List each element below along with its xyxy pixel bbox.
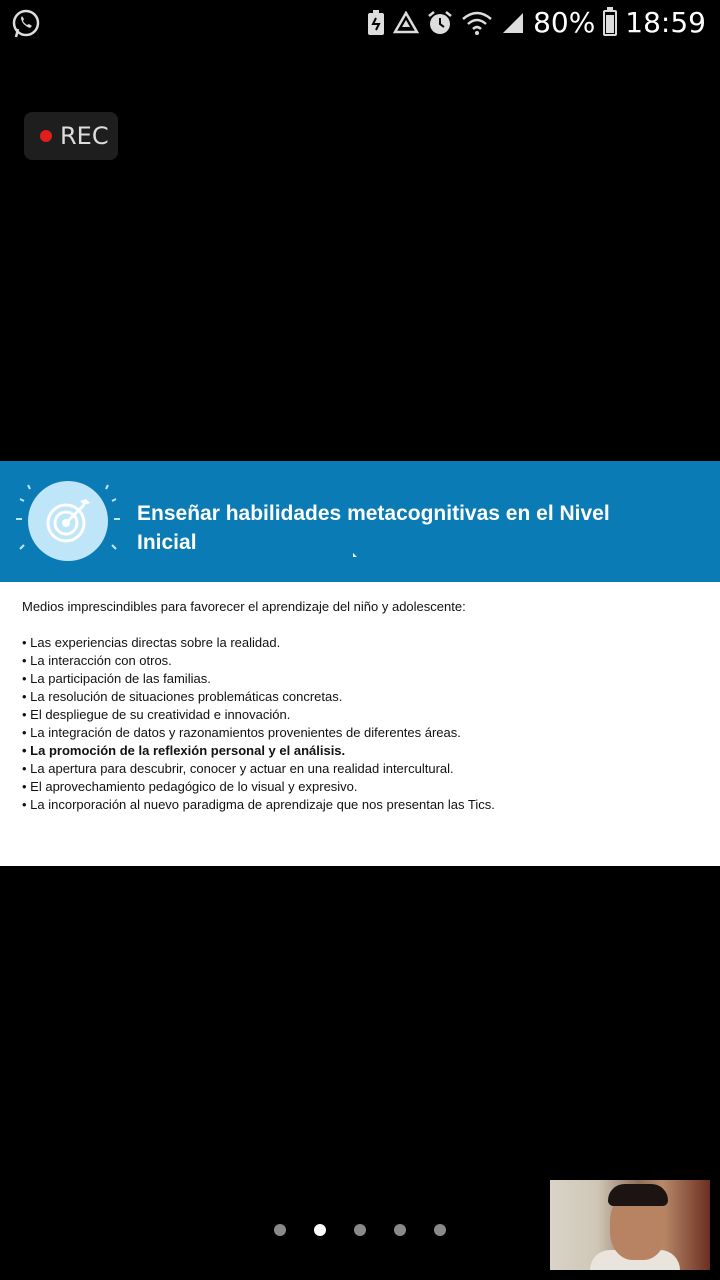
bullet-item: • La incorporación al nuevo paradigma de aprendizaje que nos presentan las Tics. [22, 797, 495, 812]
pagination-dot[interactable] [354, 1224, 366, 1236]
slide-body [0, 582, 720, 814]
pagination-dot[interactable] [314, 1224, 326, 1236]
slide-pagination [274, 1224, 446, 1236]
bullet-item: • La promoción de la reflexión personal y el análisis. [22, 743, 346, 758]
wifi-icon [461, 11, 493, 35]
bullet-item: • El despliegue de su creatividad e innovación. [22, 707, 291, 722]
battery-saver-icon [367, 10, 385, 36]
bullet-list [22, 634, 698, 814]
clock: 18:59 [625, 6, 706, 39]
record-dot-icon [40, 130, 52, 142]
pagination-dot[interactable] [274, 1224, 286, 1236]
rec-indicator[interactable] [24, 112, 118, 160]
battery-icon [603, 10, 617, 36]
status-bar [0, 0, 720, 48]
whatsapp-icon [10, 8, 42, 40]
pagination-dot[interactable] [434, 1224, 446, 1236]
bullet-item: • Las experiencias directas sobre la realidad. [22, 635, 281, 650]
battery-percent: 80% [533, 6, 596, 39]
pagination-dot[interactable] [394, 1224, 406, 1236]
pointer-cursor-icon [353, 553, 357, 557]
bullet-item: • El aprovechamiento pedagógico de lo visual y expresivo. [22, 779, 358, 794]
bullet-item: • La integración de datos y razonamientos provenientes de diferentes áreas. [22, 725, 461, 740]
bullet-item: • La resolución de situaciones problemáticas concretas. [22, 689, 343, 704]
slide-intro: Medios imprescindibles para favorecer el aprendizaje del niño y adolescente: [22, 599, 466, 614]
bullet-item: • La participación de las familias. [22, 671, 211, 686]
signal-icon [501, 11, 525, 35]
bullet-item: • La interacción con otros. [22, 653, 172, 668]
slide-header [0, 461, 720, 582]
target-icon [28, 481, 108, 561]
slide-title: Enseñar habilidades metacognitivas en el Nivel Inicial [137, 502, 610, 554]
alarm-icon [427, 10, 453, 36]
presentation-slide [0, 461, 720, 866]
participant-video[interactable] [550, 1180, 710, 1270]
rec-label: REC [60, 122, 109, 150]
bullet-item: • La apertura para descubrir, conocer y actuar en una realidad intercultural. [22, 761, 454, 776]
recycle-icon [393, 11, 419, 35]
video-hair [608, 1184, 668, 1206]
